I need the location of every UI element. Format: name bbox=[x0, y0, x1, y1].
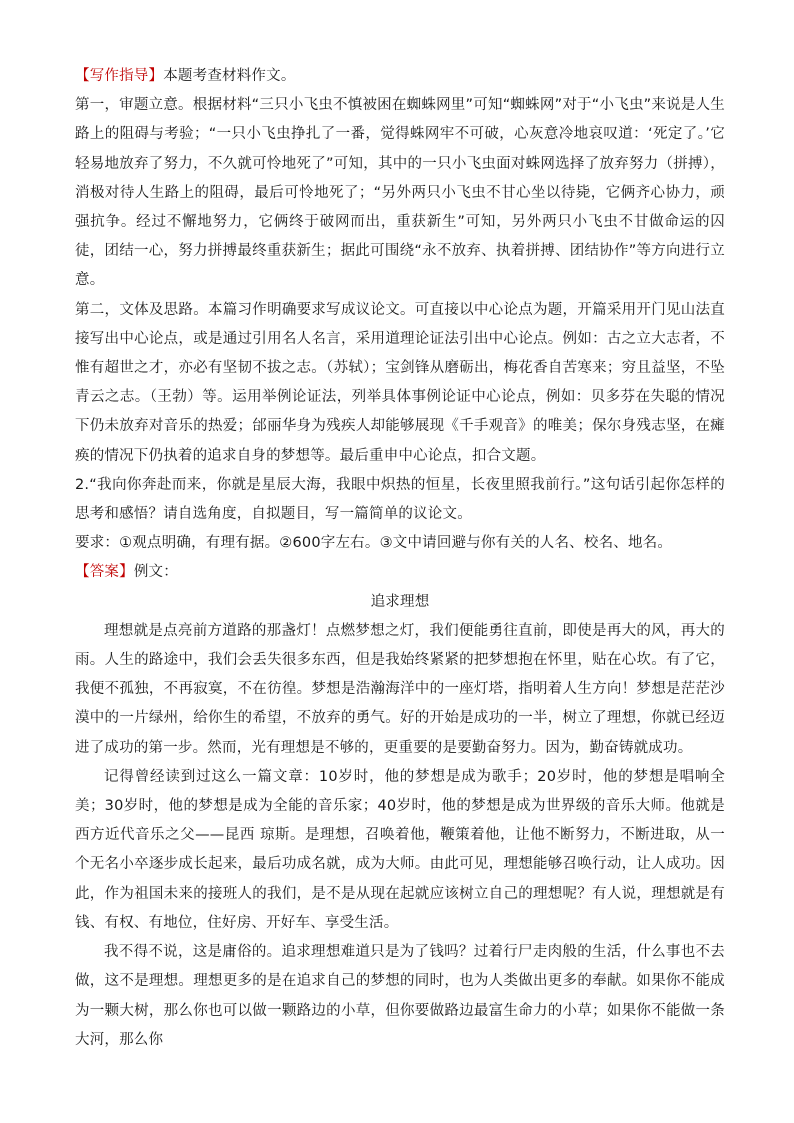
answer-tag: 【答案】 bbox=[75, 564, 134, 581]
document-content bbox=[75, 62, 725, 1055]
writing-guide-intro: 【写作指导】本题考查材料作文。 bbox=[75, 68, 296, 84]
writing-guide-tag: 【写作指导】 bbox=[75, 68, 164, 84]
question-requirements: 要求：①观点明确，有理有据。②600字左右。③文中请回避与你有关的人名、校名、地名。 bbox=[75, 535, 673, 552]
guide-point-2: 第二，文体及思路。本篇习作明确要求写成议论文。可直接以中心论点为题，开篇采用开门见山法直接写出中心论点，或是通过引用名人名言，采用道理论证法引出中心论点。例如：古之立大志者，不惟有超世之才，亦必有坚韧不拔之志。（苏轼）；宝剑锋从磨砺出，梅花香自苦寒来；穷且益坚，不坠青云之志。（王勃）等。运用举例论证法，列举具体事例论证中心论点，例如：贝多芬在失聪的情况下仍未放弃对音乐的热爱；邰丽华身为残疾人却能够展现《千手观音》的唯美；保尔身残志坚，在瘫痪的情况下仍执着的追求自身的梦想等。最后重申中心论点，扣合文题。 bbox=[75, 301, 725, 464]
essay-paragraph: 我不得不说，这是庸俗的。追求理想难道只是为了钱吗？过着行尸走肉般的生活，什么事也不去做，这不是理想。理想更多的是在追求自己的梦想的同时，也为人类做出更多的奉献。如果你不能成为一颗大树，那么你也可以做一颗路边的小草，但你要做路边最富生命力的小草；如果你不能做一条大河，那么你 bbox=[75, 944, 725, 1048]
guide-point-1: 第一，审题立意。根据材料“三只小飞虫不慎被困在蜘蛛网里”可知“蜘蛛网”对于“小飞虫”来说是人生路上的阻碍与考验；“一只小飞虫挣扎了一番，觉得蛛网牢不可破，心灰意冷地哀叹道：‘死定了。’它轻易地放弃了努力，不久就可怜地死了”可知，其中的一只小飞虫面对蛛网选择了放弃努力（拼搏），消极对待人生路上的阻碍，最后可怜地死了；“另外两只小飞虫不甘心坐以待毙，它俩齐心协力，顽强抗争。经过不懈地努力，它俩终于破网而出，重获新生”可知，另外两只小飞虫不甘做命运的囚徒，团结一心，努力拼搏最终重获新生；据此可围绕“永不放弃、执着拼搏、团结协作”等方向进行立意。 bbox=[75, 97, 725, 289]
essay-paragraph: 记得曾经读到过这么一篇文章：10岁时，他的梦想是成为歌手；20岁时，他的梦想是唱响全美；30岁时，他的梦想是成为全能的音乐家；40岁时，他的梦想是成为世界级的音乐大师。他就是西方近代音乐之父——昆西 琼斯。是理想，召唤着他，鞭策着他，让他不断努力，不断进取，从一个无名小卒逐步成长起来，最后功成名就，成为大师。由此可见，理想能够召唤行动，让人成功。因此，作为祖国未来的接班人的我们，是不是从现在起就应该树立自己的理想呢？有人说，理想就是有钱、有权、有地位，住好房、开好车、享受生活。 bbox=[75, 768, 725, 931]
question-prompt: 2.“我向你奔赴而来，你就是星辰大海，我眼中炽热的恒星，长夜里照我前行。”这句话引起你怎样的思考和感悟？请自选角度，自拟题目，写一篇简单的议论文。 bbox=[75, 476, 725, 523]
answer-intro: 【答案】例文： bbox=[75, 564, 178, 581]
essay-title: 追求理想 bbox=[370, 593, 430, 610]
essay-paragraph: 理想就是点亮前方道路的那盏灯！点燃梦想之灯，我们便能勇往直前，即使是再大的风，再大的雨。人生的路途中，我们会丢失很多东西，但是我始终紧紧的把梦想抱在怀里，贴在心坎。有了它，我便不孤独，不再寂寞，不在彷徨。梦想是浩瀚海洋中的一座灯塔，指明着人生方向！梦想是茫茫沙漠中的一片绿州，给你生的希望，不放弃的勇气。好的开始是成功的一半，树立了理想，你就已经迈进了成功的第一步。然而，光有理想是不够的，更重要的是要勤奋努力。因为，勤奋铸就成功。 bbox=[75, 622, 725, 756]
